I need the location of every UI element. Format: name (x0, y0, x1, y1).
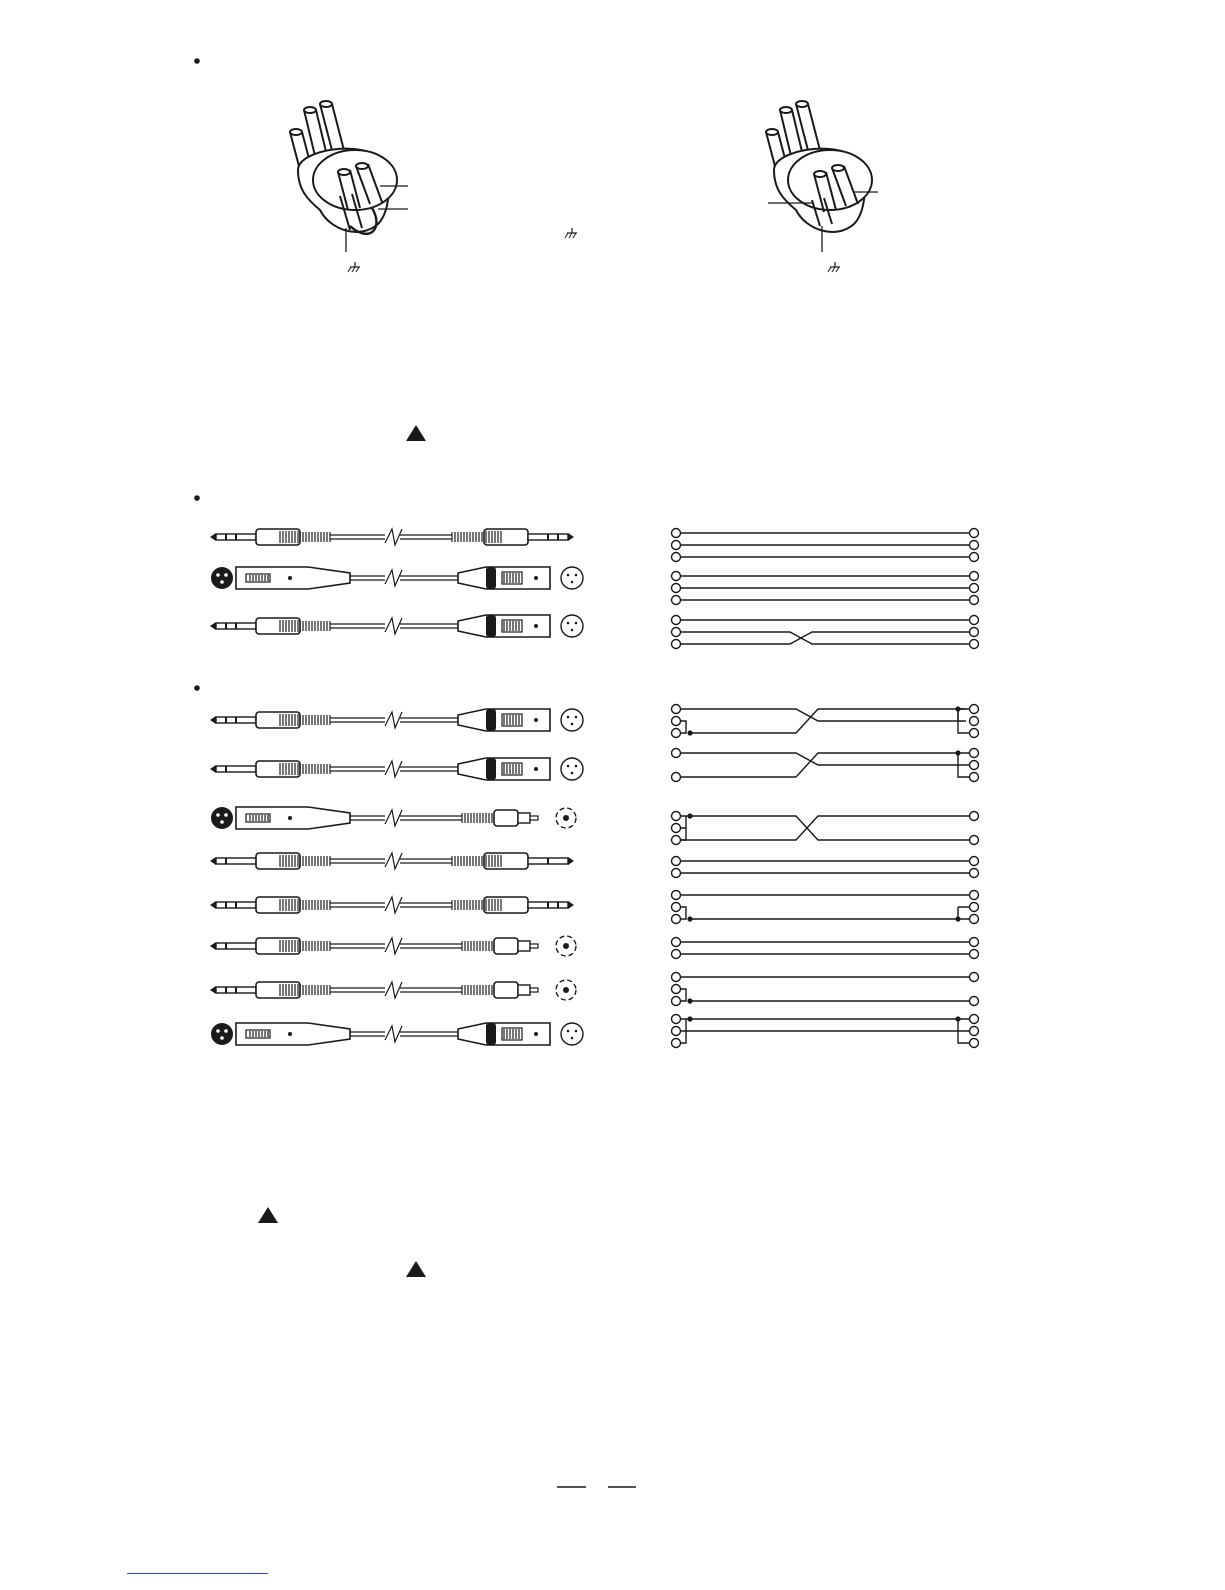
terminal-circle (672, 773, 681, 782)
terminal-circle (672, 869, 681, 878)
terminal-circle (970, 705, 979, 714)
wiring-diagram (672, 812, 979, 845)
terminal-circle (970, 938, 979, 947)
cable-assembly (210, 936, 576, 956)
rca-plug-icon (462, 936, 576, 956)
wiring-diagram (672, 938, 979, 959)
wiring-diagram (672, 1015, 979, 1048)
terminal-circle (970, 553, 979, 562)
terminal-circle (672, 950, 681, 959)
ground-symbol-icon (828, 262, 840, 272)
xlr-female-icon (211, 567, 350, 589)
cable-assembly (210, 709, 583, 731)
terminal-circle (970, 584, 979, 593)
terminal-circle (970, 717, 979, 726)
warning-triangle-icon (406, 425, 426, 441)
cable-assembly (210, 529, 574, 545)
cable-assembly (210, 758, 583, 780)
terminal-circle (672, 584, 681, 593)
terminal-circle (970, 541, 979, 550)
wiring-diagram (672, 857, 979, 878)
xlr-male-icon (458, 709, 583, 731)
wiring-diagram (672, 749, 979, 782)
ts-jack-icon (452, 853, 574, 869)
terminal-circle (672, 812, 681, 821)
cable-assembly (210, 615, 583, 637)
terminal-circle (672, 938, 681, 947)
trs-jack-icon (210, 712, 330, 728)
terminal-circle (672, 903, 681, 912)
terminal-circle (970, 997, 979, 1006)
terminal-circle (970, 812, 979, 821)
trs-jack-icon (452, 529, 574, 545)
xlr-male-icon (458, 758, 583, 780)
terminal-circle (970, 915, 979, 924)
trs-jack-icon (210, 529, 330, 545)
terminal-circle (672, 1039, 681, 1048)
cable-assembly (210, 897, 574, 913)
trs-jack-icon (452, 897, 574, 913)
trs-jack-icon (210, 982, 330, 998)
xlr-plug-icon (766, 101, 878, 252)
terminal-circle (970, 1015, 979, 1024)
terminal-circle (672, 705, 681, 714)
terminal-circle (672, 640, 681, 649)
wiring-diagrams (672, 529, 979, 1048)
terminal-circle (672, 915, 681, 924)
wiring-diagram (672, 891, 979, 924)
terminal-circle (970, 640, 979, 649)
terminal-circle (672, 729, 681, 738)
terminal-circle (970, 891, 979, 900)
trs-jack-icon (210, 618, 330, 634)
terminal-circle (970, 950, 979, 959)
terminal-circle (672, 541, 681, 550)
terminal-circle (672, 717, 681, 726)
terminal-circle (672, 857, 681, 866)
terminal-circle (672, 616, 681, 625)
wiring-diagram (672, 572, 979, 605)
cable-illustrations (210, 529, 583, 1045)
terminal-circle (970, 616, 979, 625)
warning-triangle-icon (258, 1207, 278, 1223)
terminal-circle (672, 997, 681, 1006)
xlr-female-icon (211, 1023, 350, 1045)
terminal-circle (970, 572, 979, 581)
terminal-circle (970, 596, 979, 605)
terminal-circle (672, 596, 681, 605)
terminal-circle (970, 1027, 979, 1036)
terminal-circle (970, 529, 979, 538)
cable-assembly (210, 853, 574, 869)
xlr-plug-with-jumper-icon (290, 101, 408, 252)
terminal-circle (970, 749, 979, 758)
ts-jack-icon (210, 938, 330, 954)
terminal-circle (672, 891, 681, 900)
terminal-circle (970, 903, 979, 912)
terminal-circle (672, 836, 681, 845)
trs-jack-icon (210, 897, 330, 913)
terminal-circle (970, 973, 979, 982)
wiring-diagram (672, 616, 979, 649)
wiring-diagram (672, 705, 979, 738)
ts-jack-icon (210, 761, 330, 777)
xlr-male-icon (458, 1023, 583, 1045)
xlr-male-icon (458, 567, 583, 589)
terminal-circle (970, 836, 979, 845)
terminal-circle (970, 869, 979, 878)
wiring-diagram (672, 973, 979, 1006)
terminal-circle (970, 773, 979, 782)
terminal-circle (672, 985, 681, 994)
section-bullet-3 (194, 685, 200, 691)
terminal-circle (970, 628, 979, 637)
xlr-male-icon (458, 615, 583, 637)
ground-symbol-icon (565, 228, 577, 238)
rca-plug-icon (462, 808, 576, 828)
cable-assembly (211, 807, 576, 829)
terminal-circle (970, 729, 979, 738)
xlr-female-icon (211, 807, 350, 829)
cable-assembly (211, 567, 583, 589)
terminal-circle (672, 572, 681, 581)
terminal-circle (672, 529, 681, 538)
cable-assembly (211, 1023, 583, 1045)
footer-link-underline[interactable] (127, 1573, 268, 1574)
section-bullet-2 (194, 495, 200, 501)
terminal-circle (672, 824, 681, 833)
terminal-circle (672, 749, 681, 758)
section-bullet-1 (194, 58, 200, 64)
ground-symbol-icon (348, 262, 360, 272)
terminal-circle (970, 857, 979, 866)
terminal-circle (672, 1015, 681, 1024)
terminal-circle (672, 628, 681, 637)
terminal-circle (970, 1039, 979, 1048)
ts-jack-icon (210, 853, 330, 869)
terminal-circle (672, 553, 681, 562)
cable-assembly (210, 980, 576, 1000)
terminal-circle (672, 973, 681, 982)
rca-plug-icon (462, 980, 576, 1000)
warning-triangle-icon (406, 1261, 426, 1277)
terminal-circle (672, 1027, 681, 1036)
wiring-diagram (672, 529, 979, 562)
terminal-circle (970, 761, 979, 770)
